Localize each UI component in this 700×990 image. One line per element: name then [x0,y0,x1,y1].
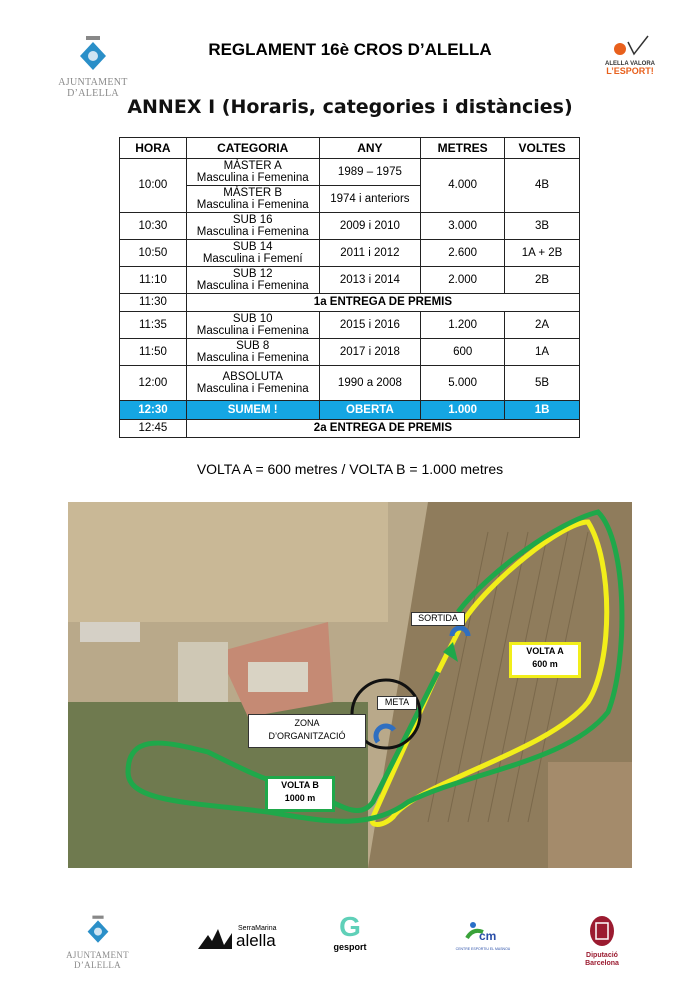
page-title: REGLAMENT 16è CROS D’ALELLA [208,40,492,59]
table-row: MÀSTER B Masculina i Femenina 1974 i anteriors [120,186,580,213]
schedule-table [119,137,580,438]
alella-valora-logo: ALELLA VALORA L’ESPORT! [600,34,660,76]
col-any: ANY [319,138,421,159]
col-hora: HORA [120,138,187,159]
table-row: 10:30 SUB 16 Masculina i Femenina 2009 i 2010 3.000 3B [120,213,580,240]
footer-ajuntament-logo: AJUNTAMENT D’ALELLA [45,915,150,970]
col-voltes: VOLTES [505,138,580,159]
ajuntament-logo: AJUNTAMENT D’ALELLA [48,36,138,99]
table-row: 11:35 SUB 10 Masculina i Femenina 2015 i 2016 1.200 2A [120,312,580,339]
mountain-icon [198,929,232,949]
aerial-map [68,502,632,868]
table-header-row [120,138,580,159]
table-row: 11:50 SUB 8 Masculina i Femenina 2017 i 2018 600 1A [120,339,580,366]
cem-icon [463,920,503,942]
voltes-note: VOLTA A = 600 metres / VOLTA B = 1.000 metres [196,461,504,477]
check-icon [610,34,650,56]
svg-text:cm: cm [479,929,497,942]
course-map [68,502,632,868]
zona-organitzacio-label: ZONA D’ORGANITZACIÓ [248,714,366,748]
diputacio-logo: Diputació Barcelona [578,915,626,968]
volta-b-label: VOLTA B 1000 m [265,776,335,812]
annex-title: ANNEX I (Horaris, categories i distàncies) [127,96,573,118]
col-categoria: CATEGORIA [186,138,319,159]
col-metres: METRES [421,138,505,159]
table-row: 12:30 SUMEM ! OBERTA 1.000 1B [120,401,580,420]
event-row: 11:30 1a ENTREGA DE PREMIS [120,294,580,312]
table-row: 12:00 ABSOLUTA Masculina i Femenina 1990 a 2008 5.000 5B [120,366,580,401]
meta-label: META [377,696,417,710]
table-row: 11:10 SUB 12 Masculina i Femenina 2013 i 2014 2.000 2B [120,267,580,294]
table-row: 10:00 MÀSTER A Masculina i Femenina 1989 – 1975 4.000 4B [120,159,580,186]
coat-of-arms-icon [86,915,110,945]
diputacio-shield-icon [589,915,615,947]
gesport-logo: G gesport [330,912,370,952]
volta-a-label: VOLTA A 600 m [509,642,581,678]
page: AJUNTAMENT D’ALELLA REGLAMENT 16è CROS D’ALELLA ALELLA VALORA L’ESPORT! ANNEX I (Horaris, categories i distàncies) HORA CATEGORIA ANY METRES VOLTES 10:00 MÀSTER A Masculina i Femenina 1989 – 1975 4.000 4B MÀSTER B Masculina i Femenina 1974 i anteriors 10:30 SUB 16 Masculina i Femenina 2009 i 2010 3.000 3B 10:50 SUB 14 Masculina i Femení 2011 i 2012 2.600 1A + 2B 11:10 SUB 12 Masculina i Femenina 2013 i 2014 2.000 2B 11:30 1a ENTREGA DE PREMIS 11:35 SUB 10 Masculina i Femenina 2015 i 2016 1.200 2A 11:50 SUB 8 Masculina i Femenina 2017 i 2018 600 1A 12:00 ABSOLUTA Masculina i Femenina 1990 a 2008 5.000 5B 12:30 SUMEM ! OBERTA 1.000 1B 12:45 2a ENTREGA DE PREMIS VOLTA A = 600 metres / VOLTA B = 1.000 metres SORTIDA META ZONA D’ORGANITZACIÓ VOLTA A 600 m VOLTA B 1000 m AJUNTAMENT D’ALELLA SerraMarina alella G gesport cm CENTRE ESPORTIU EL MASNOU Diputació Barcelona [0,0,700,990]
event-row: 12:45 2a ENTREGA DE PREMIS [120,420,580,438]
g-icon: G [339,911,361,942]
cem-logo: cm CENTRE ESPORTIU EL MASNOU [448,920,518,951]
table-row: 10:50 SUB 14 Masculina i Femení 2011 i 2012 2.600 1A + 2B [120,240,580,267]
sortida-label: SORTIDA [411,612,465,626]
